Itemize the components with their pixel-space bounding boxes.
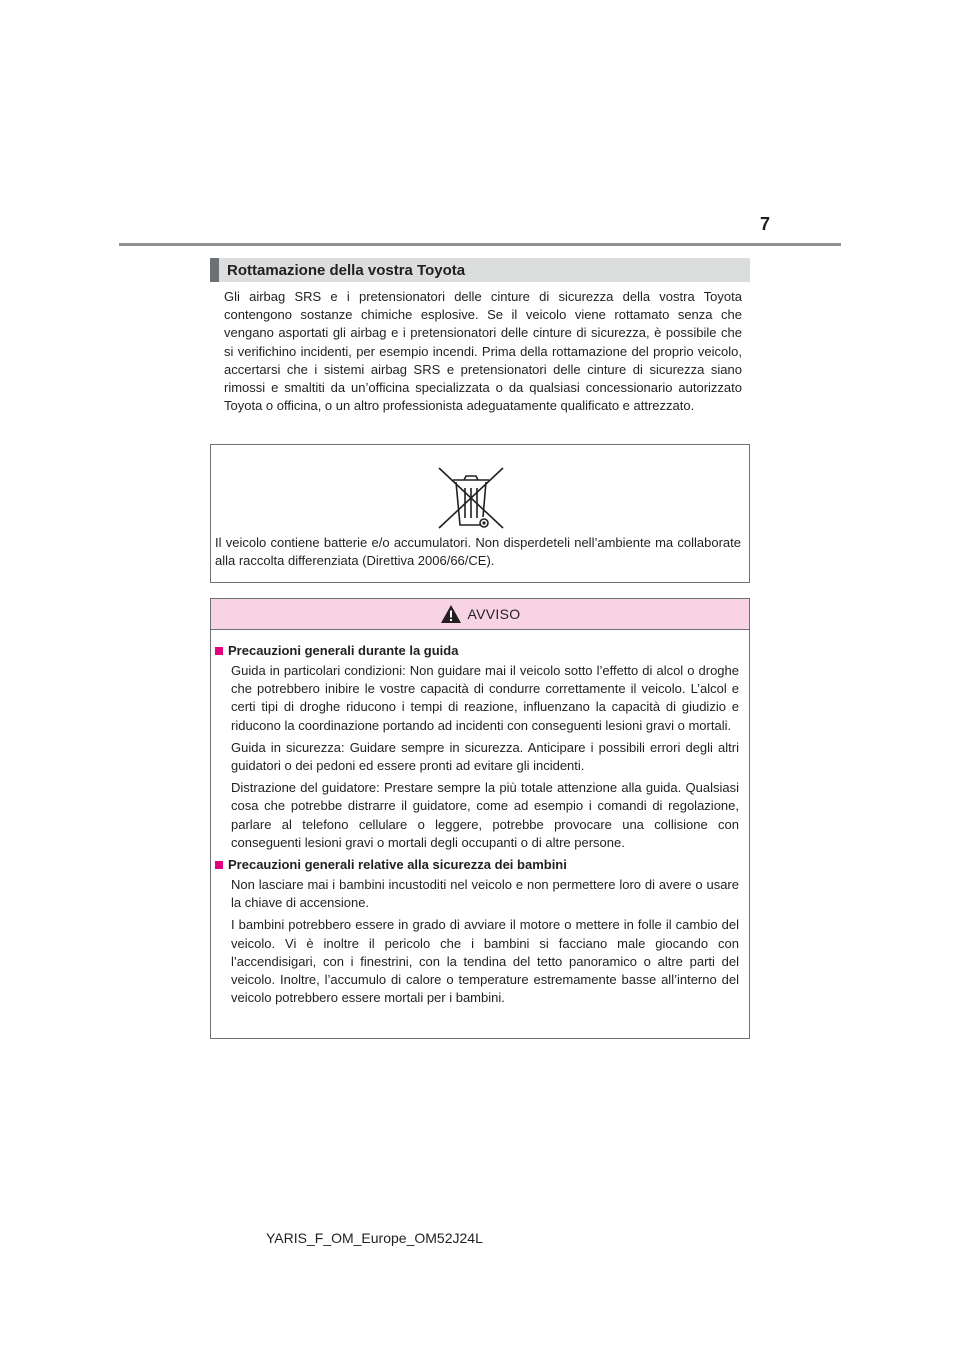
warning-paragraph: I bambini potrebbero essere in grado di avviare il motore o mettere in folle il cambio del veicolo. Vi è inoltre il pericolo che i bambini si facciano male giocando con l’accendisigari, con i finestrini, con la tendina del tetto panoramico o altre parti del veicolo. Inoltre, l’accumulo di calore o temperature estremamente basse all’interno del veicolo potrebbero essere mortali per i bambini.: [231, 917, 739, 1006]
section-body: Gli airbag SRS e i pretensionatori delle cinture di sicurezza della vostra Toyota contengono sostanze chimiche esplosive. Se il veicolo viene rottamato senza che vengano asportati gli airbag e i pretensionatori delle cinture di sicurezza, è possibile che si verifichino incidenti, per esempio incendi. Prima della rottamazione del proprio veicolo, accertarsi che i sistemi airbag SRS e pretensionatori delle cinture di sicurezza siano rimossi e smaltiti da un’officina specializzata o da qualsiasi concessionario autorizzato Toyota o officina, o un altro professionista adeguatamente qualificato e attrezzato.: [224, 289, 742, 414]
warning-header: [211, 599, 749, 630]
section-title: Rottamazione della vostra Toyota: [227, 261, 466, 279]
warning-heading-children: [215, 856, 739, 874]
warning-box: [210, 598, 750, 1039]
heading-text: Precauzioni generali durante la guida: [228, 643, 459, 658]
warning-paragraph: Guida in particolari condizioni: Non guidare mai il veicolo sotto l’effetto di alcol o droghe che potrebbero inibire le vostre capacità di condurre correttamente il veicolo. L’alcol e certi tipi di droghe riducono i tempi di reazione, influenzano la capacità di giudizio e riducono la coordinazione portando ad incidenti con conseguenti lesioni gravi o mortali.: [231, 663, 739, 733]
crossed-out-wheelie-bin-icon: [437, 467, 505, 531]
header-rule: [119, 243, 841, 246]
bullet-square-icon: [215, 861, 223, 869]
document-code-footer: YARIS_F_OM_Europe_OM52J24L: [266, 1230, 483, 1246]
bullet-square-icon: [215, 647, 223, 655]
warning-heading-driving: [215, 642, 739, 660]
warning-paragraph: Guida in sicurezza: Guidare sempre in sicurezza. Anticipare i possibili errori degli altri guidatori o dei pedoni ed essere pronti ad evitare gli incidenti.: [231, 739, 739, 774]
heading-text: Precauzioni generali relative alla sicurezza dei bambini: [228, 857, 567, 873]
warning-title: AVVISO: [467, 606, 521, 622]
page-number: 7: [759, 214, 770, 234]
recycling-notice-box: [210, 444, 750, 583]
warning-triangle-icon: [440, 604, 462, 624]
warning-paragraph: Non lasciare mai i bambini incustoditi nel veicolo e non permettere loro di avere o usare la chiave di accensione.: [231, 877, 739, 911]
warning-paragraph: Distrazione del guidatore: Prestare sempre la più totale attenzione alla guida. Qualsiasi cosa che potrebbe distrarre il guidatore, come ad esempio i comandi di regolazione, parlare al telefono cellulare o leggere, potrebbe provocare una collisione con conseguenti lesioni gravi o mortali degli occupanti o di altre persone.: [231, 780, 739, 850]
section-heading: [210, 258, 750, 282]
warning-body: [211, 630, 749, 1007]
recycling-text: Il veicolo contiene batterie e/o accumulatori. Non disperdeteli nell’ambiente ma collaborate alla raccolta differenziata (Direttiva 2006/66/CE).: [215, 535, 741, 569]
